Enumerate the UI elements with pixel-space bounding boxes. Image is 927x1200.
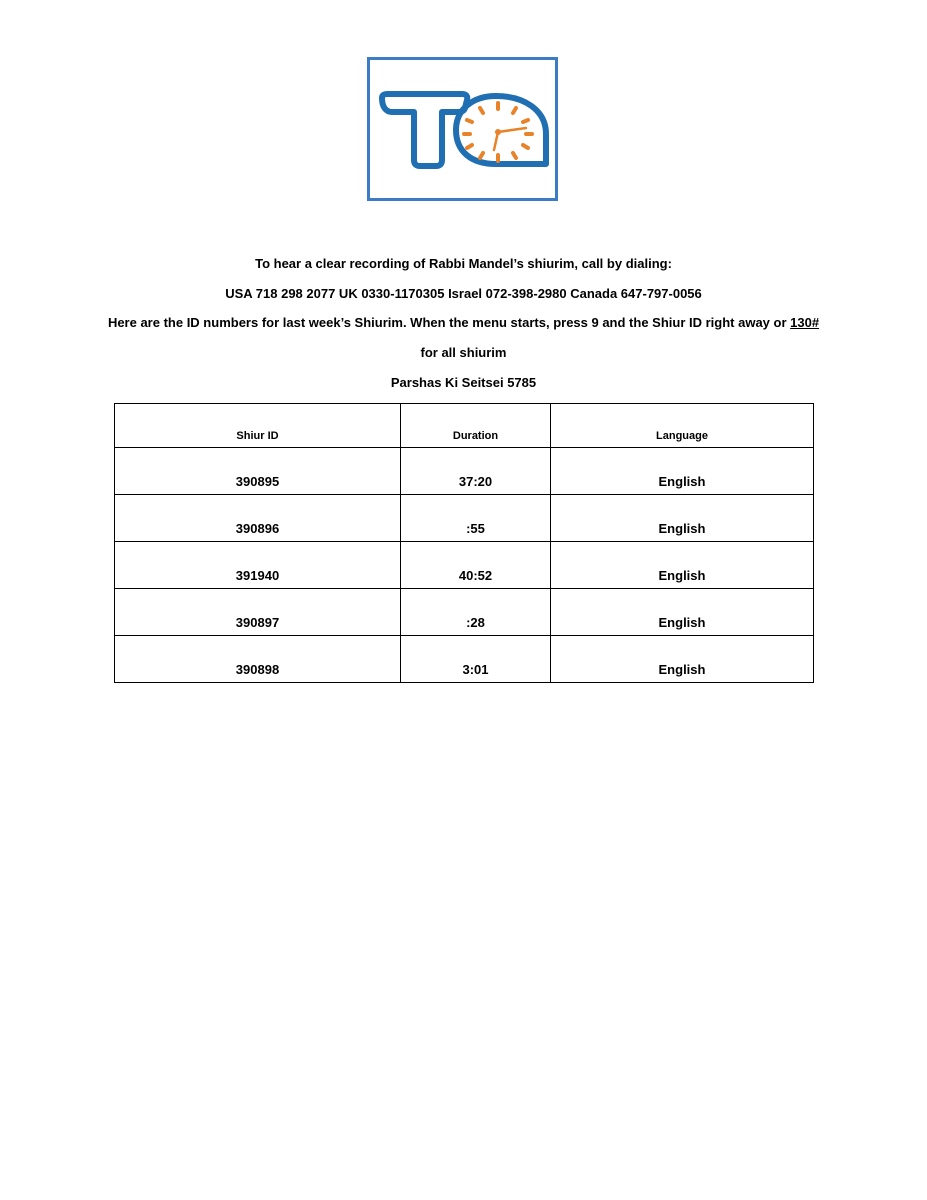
duration-cell: :28 xyxy=(401,589,551,636)
duration-cell: 40:52 xyxy=(401,542,551,589)
language-cell: English xyxy=(551,495,814,542)
table-row xyxy=(115,542,814,589)
language-cell: English xyxy=(551,636,814,683)
shiurim-table xyxy=(114,403,814,683)
column-header-language: Language xyxy=(551,404,814,448)
table-row xyxy=(115,495,814,542)
duration-cell: 37:20 xyxy=(401,448,551,495)
parsha-title: Parshas Ki Seitsei 5785 xyxy=(390,375,537,390)
table-row xyxy=(115,636,814,683)
column-header-shiur-id: Shiur ID xyxy=(115,404,401,448)
language-cell: English xyxy=(551,589,814,636)
tq-clock-logo-icon xyxy=(370,60,555,198)
shiur-id-cell: 390898 xyxy=(115,636,401,683)
shiur-id-cell: 390895 xyxy=(115,448,401,495)
logo xyxy=(367,57,558,201)
all-shiurim-code: 130# xyxy=(790,315,820,330)
table-header-row xyxy=(115,404,814,448)
duration-cell: 3:01 xyxy=(401,636,551,683)
instructions-text: Here are the ID numbers for last week’s Shiurim. When the menu starts, press 9 and the Shiur ID right away or xyxy=(107,315,791,330)
duration-cell: :55 xyxy=(401,495,551,542)
table-row xyxy=(115,589,814,636)
shiur-id-cell: 391940 xyxy=(115,542,401,589)
shiur-id-cell: 390896 xyxy=(115,495,401,542)
shiur-id-cell: 390897 xyxy=(115,589,401,636)
language-cell: English xyxy=(551,448,814,495)
table-row xyxy=(115,448,814,495)
column-header-duration: Duration xyxy=(401,404,551,448)
language-cell: English xyxy=(551,542,814,589)
intro-line: To hear a clear recording of Rabbi Mandel’s shiurim, call by dialing: xyxy=(255,256,672,271)
phone-numbers-line: USA 718 298 2077 UK 0330-1170305 Israel 072-398-2980 Canada 647-797-0056 xyxy=(225,286,702,301)
instructions-line-continued: for all shiurim xyxy=(420,345,507,360)
instructions-line xyxy=(0,315,927,331)
